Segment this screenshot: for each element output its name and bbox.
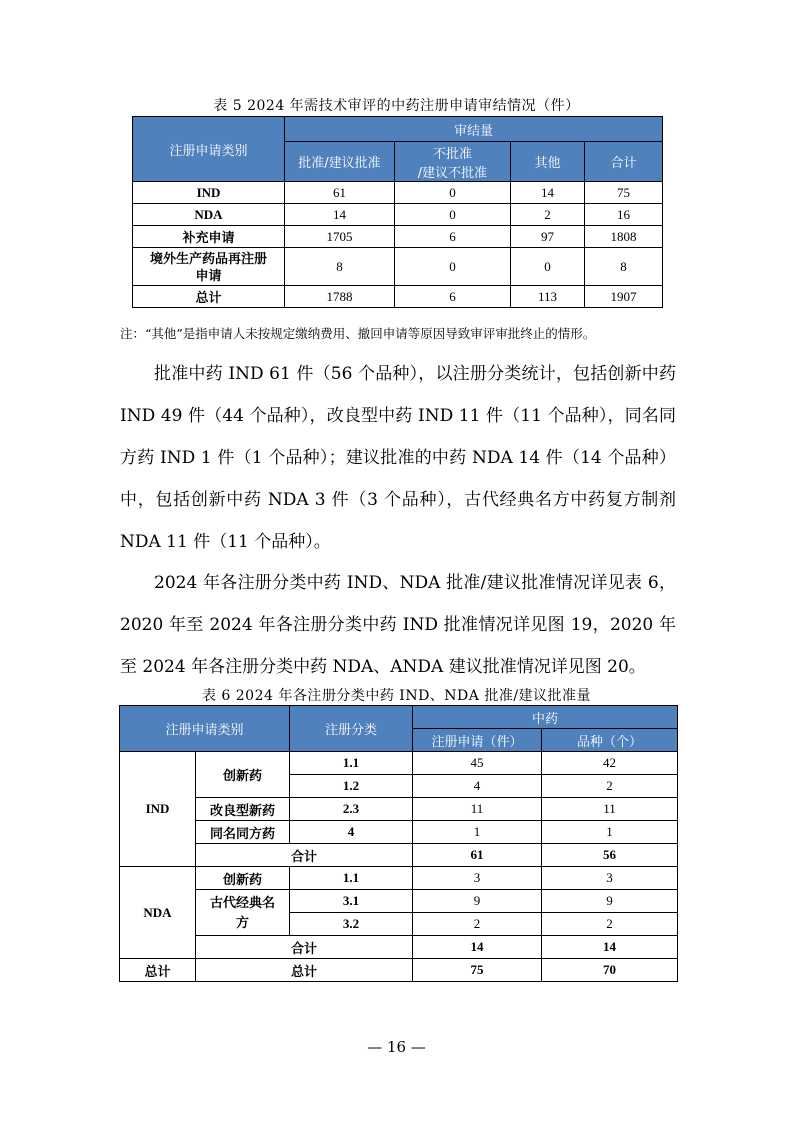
cell: 97 <box>511 226 585 248</box>
cell: 2 <box>542 913 678 936</box>
cell: 0 <box>395 204 511 226</box>
cell: 61 <box>413 844 542 867</box>
t5-header-category: 注册申请类别 <box>133 117 285 182</box>
cell: 9 <box>542 890 678 913</box>
table-row <box>120 867 678 890</box>
nda-innovative: 创新药 <box>196 867 290 890</box>
cell: 6 <box>395 226 511 248</box>
cell: 1.1 <box>290 867 413 890</box>
ind-improved: 改良型新药 <box>196 798 290 821</box>
table-row <box>133 248 663 286</box>
cell: 11 <box>413 798 542 821</box>
table6 <box>119 705 678 982</box>
table-row <box>133 182 663 204</box>
page-number: — 16 — <box>367 1038 426 1056</box>
cell: 2 <box>542 775 678 798</box>
ind-innovative: 创新药 <box>196 752 290 798</box>
table5-note: 注：“其他”是指申请人未按规定缴纳费用、撤回申请等原因导致审评审批终止的情形。 <box>120 326 596 341</box>
table-row <box>133 226 663 248</box>
nda-subtotal-label: 合计 <box>196 936 413 959</box>
cell: 1808 <box>585 226 663 248</box>
row-label: NDA <box>133 204 285 226</box>
nda-classic: 古代经典名 方 <box>196 890 290 936</box>
table-row <box>133 286 663 308</box>
cell: 3 <box>413 867 542 890</box>
cell: 0 <box>511 248 585 286</box>
cell: 2 <box>511 204 585 226</box>
table-row <box>120 752 678 775</box>
t6-header-applications: 注册申请（件） <box>413 729 542 752</box>
cell: 75 <box>413 959 542 982</box>
cell: 14 <box>285 204 395 226</box>
table-row <box>133 204 663 226</box>
table-row <box>120 844 678 867</box>
paragraph-2: 2024 年各注册分类中药 IND、NDA 批准/建议批准情况详见表 6，2020 年至 2024 年各注册分类中药 IND 批准情况详见图 19，2020 年至 2024 年各注册分类中药 NDA、ANDA 建议批准情况详见图 20。 <box>120 573 676 677</box>
row-label: 补充申请 <box>133 226 285 248</box>
ind-same: 同名同方药 <box>196 821 290 844</box>
t5-header-not-approved: 不批准 /建议不批准 <box>395 142 511 182</box>
cell: 2 <box>413 913 542 936</box>
row-label: IND <box>133 182 285 204</box>
cell: 9 <box>413 890 542 913</box>
cell: 1.2 <box>290 775 413 798</box>
t6-header-varieties: 品种（个） <box>542 729 678 752</box>
table-row <box>120 936 678 959</box>
cell: 56 <box>542 844 678 867</box>
cell: 1.1 <box>290 752 413 775</box>
cell: 0 <box>395 248 511 286</box>
table-row <box>120 959 678 982</box>
cell: 3.1 <box>290 890 413 913</box>
cell: 4 <box>413 775 542 798</box>
cell: 4 <box>290 821 413 844</box>
cell: 14 <box>511 182 585 204</box>
cell: 1907 <box>585 286 663 308</box>
cell: 16 <box>585 204 663 226</box>
cell: 2.3 <box>290 798 413 821</box>
cell: 1705 <box>285 226 395 248</box>
cell: 8 <box>585 248 663 286</box>
t6-header-group: 中药 <box>413 706 678 729</box>
cell: 1788 <box>285 286 395 308</box>
table6-caption: 表 6 2024 年各注册分类中药 IND、NDA 批准/建议批准量 <box>201 688 592 704</box>
table-row <box>120 890 678 913</box>
cell: 3 <box>542 867 678 890</box>
cell: 1 <box>413 821 542 844</box>
paragraph-1: 批准中药 IND 61 件（56 个品种），以注册分类统计，包括创新中药 IND 49 件（44 个品种），改良型中药 IND 11 件（11 个品种），同名同方药 IND 1 件（1 个品种）；建议批准的中药 NDA 14 件（14 个品种）中，包括创新中药 NDA 3 件（3 个品种），古代经典名方中药复方制剂 NDA 11 件（11 个品种）。 <box>120 364 676 552</box>
cell: 75 <box>585 182 663 204</box>
table5-caption: 表 5 2024 年需技术审评的中药注册申请审结情况（件） <box>213 98 580 114</box>
nda-label: NDA <box>120 867 196 959</box>
t5-header-other: 其他 <box>511 142 585 182</box>
cell: 6 <box>395 286 511 308</box>
t6-header-classification: 注册分类 <box>290 706 413 752</box>
row-label: 总计 <box>133 286 285 308</box>
cell: 11 <box>542 798 678 821</box>
cell: 3.2 <box>290 913 413 936</box>
cell: 45 <box>413 752 542 775</box>
grand-label: 总计 <box>120 959 196 982</box>
row-label: 境外生产药品再注册 申请 <box>133 248 285 286</box>
table-row <box>120 798 678 821</box>
cell: 8 <box>285 248 395 286</box>
cell: 113 <box>511 286 585 308</box>
ind-label: IND <box>120 752 196 867</box>
grand-label-2: 总计 <box>196 959 413 982</box>
t5-header-total: 合计 <box>585 142 663 182</box>
cell: 0 <box>395 182 511 204</box>
table5 <box>132 116 663 308</box>
table-row <box>120 821 678 844</box>
cell: 14 <box>413 936 542 959</box>
cell: 1 <box>542 821 678 844</box>
ind-subtotal-label: 合计 <box>196 844 413 867</box>
cell: 61 <box>285 182 395 204</box>
t5-header-group: 审结量 <box>285 117 663 142</box>
t6-header-category: 注册申请类别 <box>120 706 290 752</box>
t5-header-approved: 批准/建议批准 <box>285 142 395 182</box>
cell: 70 <box>542 959 678 982</box>
cell: 42 <box>542 752 678 775</box>
cell: 14 <box>542 936 678 959</box>
